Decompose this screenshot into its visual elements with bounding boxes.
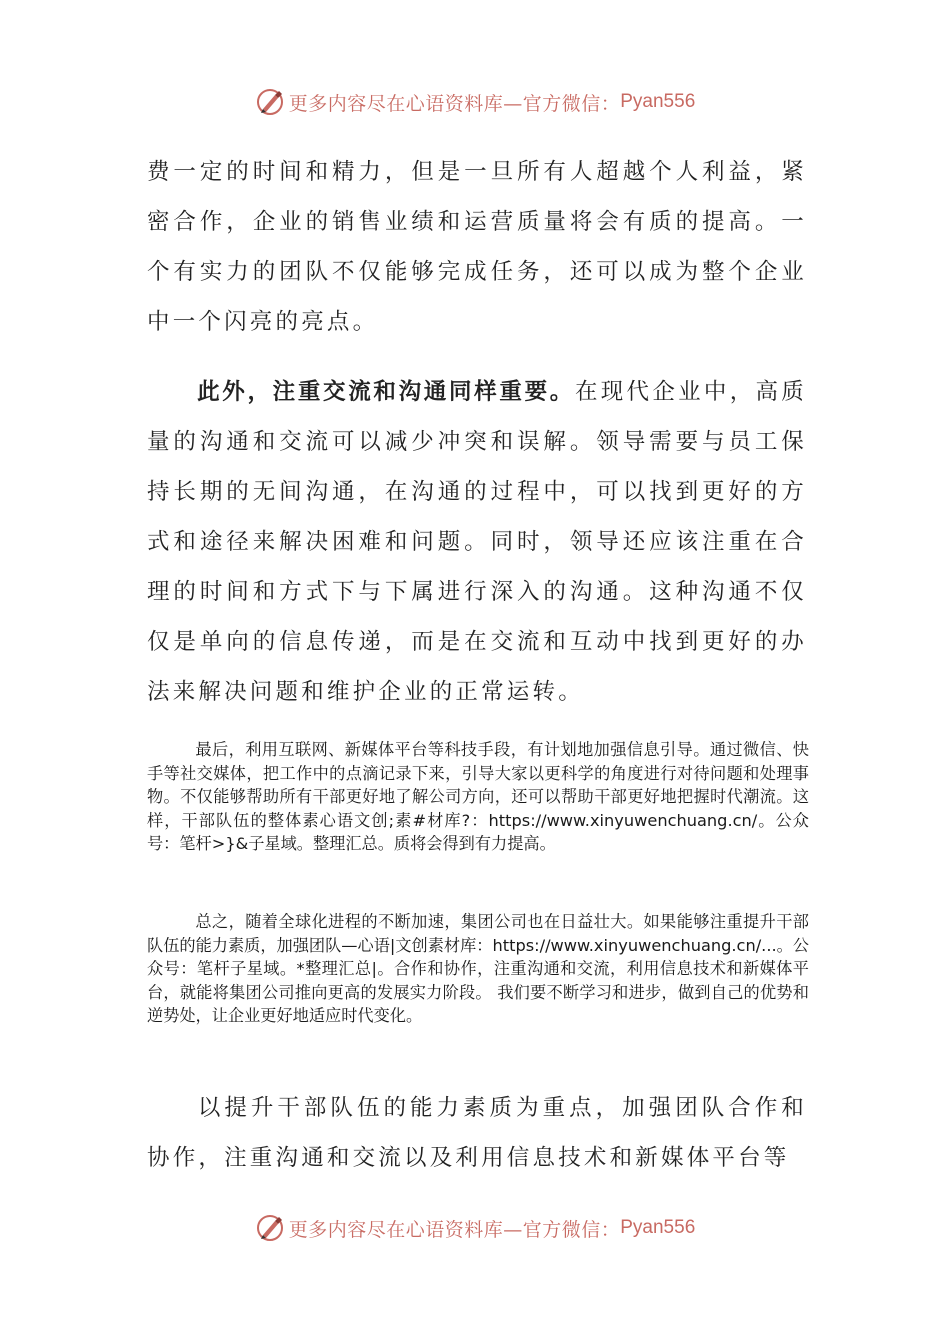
paragraph-text: 在现代企业中，高质量的沟通和交流可以减少冲突和误解。领导需要与员工保持长期的无间沟通，在沟通的过程中，可以找到更好的方式和途径来解决困难和问题。同时，领导还应该注重在合理的时间和方式下与下属进行深入的沟通。这种沟通不仅仅是单向的信息传递，而是在交流和互动中找到更好的办法来解决问题和维护企业的正常运转。 — [147, 379, 807, 705]
paragraph-communication — [147, 367, 807, 717]
header-wechat-id: Pyan556 — [620, 91, 696, 112]
header-banner-text: 更多内容尽在心语资料库—官方微信： — [288, 92, 621, 115]
paragraph-focus — [147, 1083, 807, 1183]
header-banner — [0, 82, 950, 122]
paragraph-text: 总之，随着全球化进程的不断加速，集团公司也在日益壮大。如果能够注重提升干部队伍的能力素质，加强团队—心语|文创素材库：https://www.xinyuwenchuang.cn/...。公众号：笔杆子星域。*整理汇总|。合作和协作，注重沟通和交流，利用信息技术和新媒体平台，就能将集团公司推向更高的发展实力阶段。 我们要不断学习和进步，做到自己的优势和逆势处，让企业更好地适应时代变化。 — [147, 912, 809, 1026]
paragraph-summary — [147, 910, 809, 1028]
paragraph-text: 以提升干部队伍的能力素质为重点，加强团队合作和协作，注重沟通和交流以及利用信息技术和新媒体平台等 — [147, 1095, 807, 1171]
footer-banner — [0, 1208, 950, 1248]
paragraph-lead-bold: 此外，注重交流和沟通同样重要。 — [197, 379, 575, 405]
pen-logo-icon — [255, 1213, 285, 1243]
paragraph-text: 最后，利用互联网、新媒体平台等科技手段，有计划地加强信息引导。通过微信、快手等社交媒体，把工作中的点滴记录下来，引导大家以更科学的角度进行对待问题和处理事物。不仅能够帮助所有干部更好地了解公司方向，还可以帮助干部更好地把握时代潮流。这样，干部队伍的整体素心语文创;素#材库?：https://www.xinyuwenchuang.cn/。公众号：笔杆>}&子星域。整理汇总。质将会得到有力提高。 — [147, 740, 809, 854]
pen-logo-icon — [255, 87, 285, 117]
paragraph-technology — [147, 738, 809, 856]
paragraph-text: 费一定的时间和精力，但是一旦所有人超越个人利益，紧密合作，企业的销售业绩和运营质量将会有质的提高。一个有实力的团队不仅能够完成任务，还可以成为整个企业中一个闪亮的亮点。 — [147, 159, 807, 335]
paragraph-teamwork-end — [147, 147, 807, 347]
footer-banner-text: 更多内容尽在心语资料库—官方微信： — [288, 1218, 621, 1241]
footer-wechat-id: Pyan556 — [620, 1217, 696, 1238]
